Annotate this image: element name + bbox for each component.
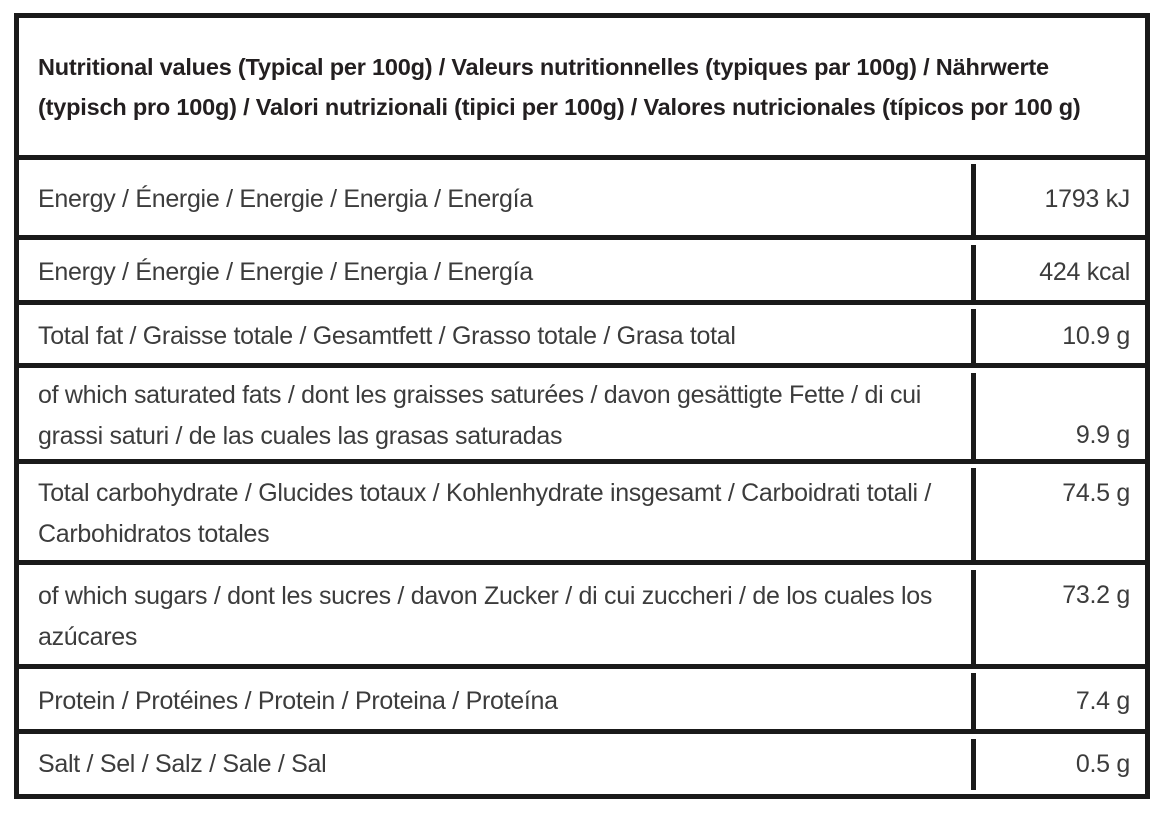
nutrient-label: Total fat / Graisse totale / Gesamtfett / Grasso totale / Grasa total: [38, 321, 736, 350]
table-header: [19, 18, 1145, 160]
row-protein-value: [971, 673, 1145, 734]
row-protein-label: [19, 673, 971, 734]
row-total-fat-label: [19, 309, 971, 368]
nutrient-value: 424 kcal: [1039, 257, 1130, 286]
nutrient-label: of which saturated fats / dont les graisses saturées / davon gesättigte Fette / di cui grassi saturi / de las cuales las grasas saturadas: [38, 380, 922, 450]
row-saturated-fat-value: [971, 373, 1145, 464]
nutrient-value: 73.2 g: [1062, 580, 1130, 609]
row-total-fat-value: [971, 309, 1145, 368]
row-energy-kj-label: [19, 164, 971, 240]
nutrient-label: Salt / Sel / Salz / Sale / Sal: [38, 749, 327, 778]
nutrient-label: Energy / Énergie / Energie / Energia / Energía: [38, 185, 533, 214]
row-energy-kj-value: [971, 164, 1145, 240]
nutrient-label: Energy / Énergie / Energie / Energia / Energía: [38, 257, 533, 286]
nutrient-value: 9.9 g: [1075, 420, 1130, 449]
nutrient-value: 0.5 g: [1075, 749, 1130, 778]
row-energy-kcal-label: [19, 245, 971, 305]
row-carbohydrate-value: [971, 468, 1145, 565]
nutrient-value: 1793 kJ: [1044, 185, 1130, 214]
nutrient-value: 74.5 g: [1062, 479, 1130, 508]
row-energy-kcal-value: [971, 245, 1145, 305]
nutrient-label: of which sugars / dont les sucres / davon Zucker / di cui zuccheri / de los cuales los azúcares: [38, 581, 933, 651]
nutrient-value: 7.4 g: [1075, 686, 1130, 715]
row-salt-value: [971, 739, 1145, 790]
row-carbohydrate-label: [19, 468, 971, 565]
row-salt-label: [19, 739, 971, 790]
row-saturated-fat-label: [19, 373, 971, 464]
row-sugars-label: [19, 570, 971, 669]
table-header-text: Nutritional values (Typical per 100g) / Valeurs nutritionnelles (typiques par 100g) / Nährwerte (typisch pro 100g) / Valori nutrizionali (tipici per 100g) / Valores nutricionales (típicos por 100 g): [38, 53, 1081, 120]
nutrition-table: [14, 13, 1150, 799]
row-sugars-value: [971, 570, 1145, 669]
nutrient-label: Protein / Protéines / Protein / Proteina / Proteína: [38, 686, 558, 715]
nutrient-label: Total carbohydrate / Glucides totaux / Kohlenhydrate insgesamt / Carboidrati totali / Carbohidratos totales: [38, 479, 932, 549]
nutrient-value: 10.9 g: [1062, 321, 1130, 350]
